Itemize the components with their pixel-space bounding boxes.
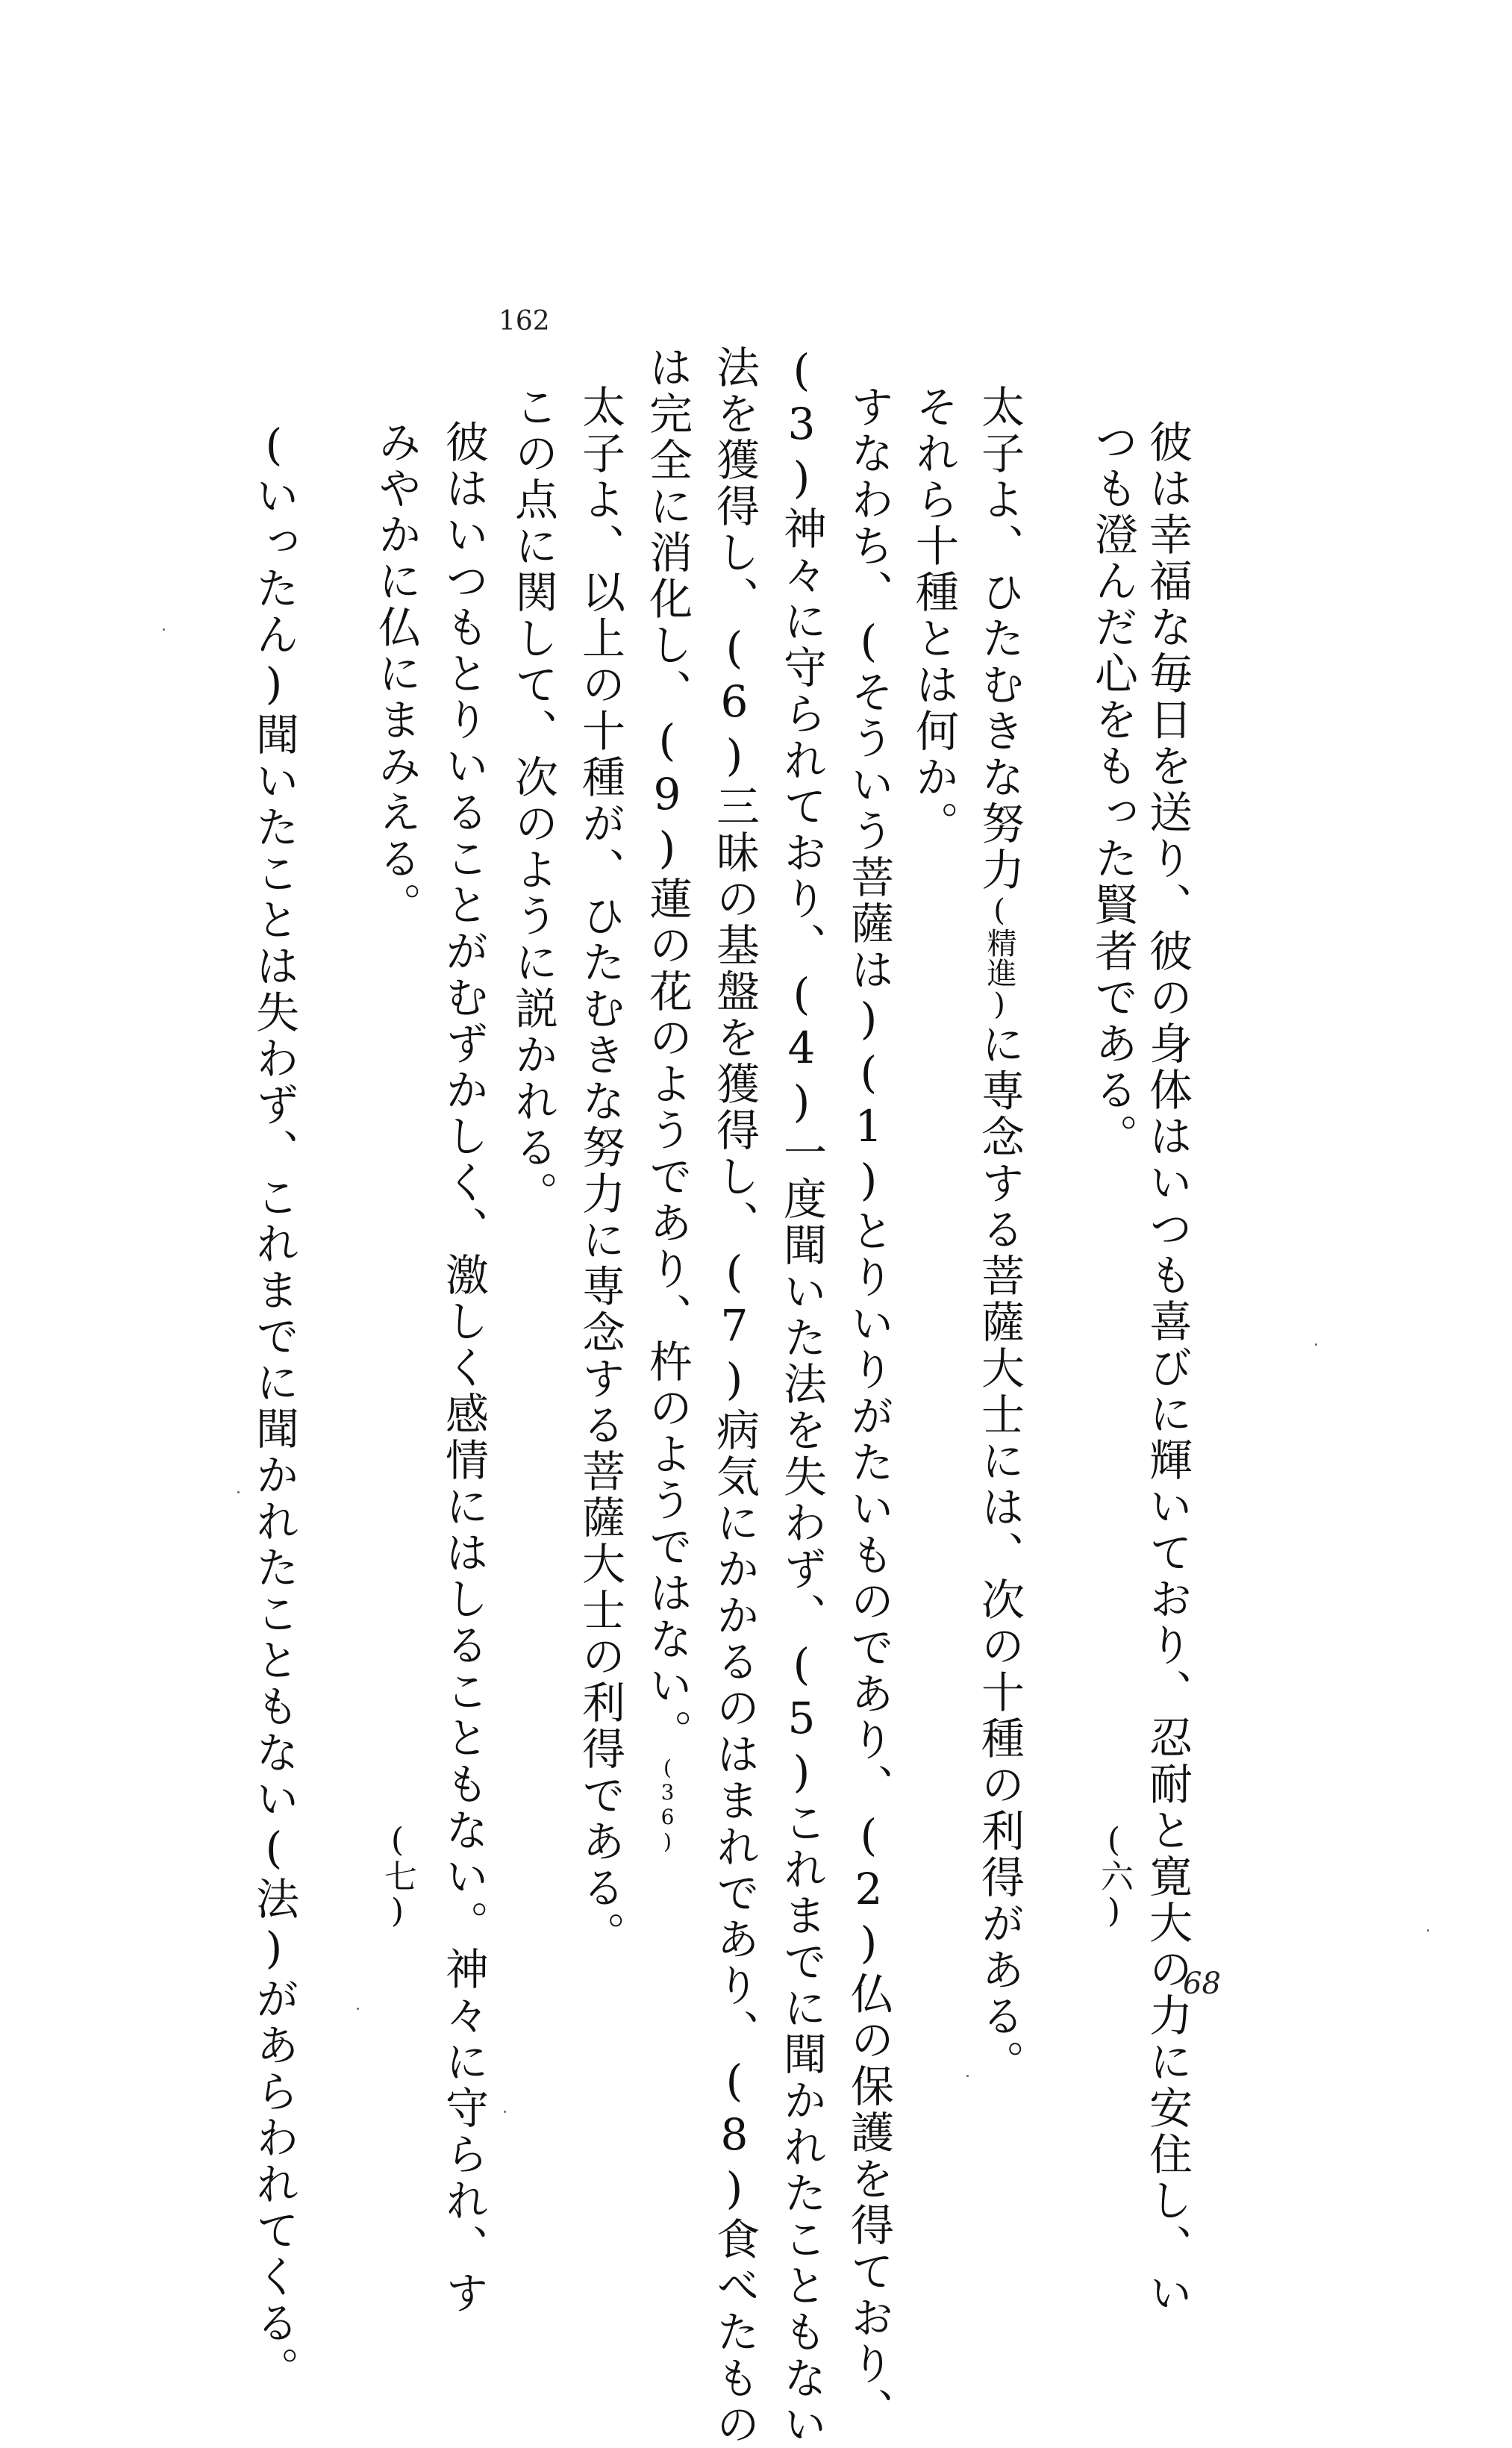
- prose-line-6: [642, 345, 693, 1854]
- side-page-number: 162: [499, 306, 550, 337]
- prose-line-3: すなわち、(そういう菩薩は)(1)とりいりがたいものであり、(2)仏の保護を得ており、: [843, 384, 894, 2434]
- prose-line-8: この点に関して、次のように説かれる。: [507, 384, 558, 1217]
- footnote-marker: (36): [655, 1755, 680, 1854]
- scan-speck: [966, 2075, 969, 2077]
- prose-line-2: それら十種とは何か。: [908, 384, 959, 847]
- verse-7-mark: (七): [378, 1821, 416, 1930]
- prose-p1-rest: に専念する菩薩大士には、次の十種の利得がある。: [974, 1022, 1025, 2086]
- scan-speck: [1427, 1929, 1429, 1932]
- verse-6-line-2: つも澄んだ心をもった賢者である。: [1087, 419, 1138, 1160]
- bottom-page-number: 68: [1183, 1967, 1221, 2001]
- scan-speck: [357, 2008, 359, 2010]
- prose-line-5: 法を獲得し、(6)三昧の基盤を獲得し、(7)病気にかかるのはまれであり、(8)食べたもの: [709, 345, 760, 2448]
- prose-line-1: [974, 384, 1025, 2086]
- prose-p1-note: (精進): [982, 893, 1016, 1022]
- verse-7-line-2: みやかに仏にまみえる。: [371, 419, 422, 928]
- scan-speck: [163, 628, 165, 631]
- verse-6-mark: (六): [1095, 1821, 1133, 1930]
- verse-7-line-1: 彼はいつもとりいることがむずかしく、激しく感情にはしることもない。神々に守られ、す: [438, 419, 489, 2317]
- prose-line-4: (3)神々に守られており、(4)一度聞いた法を失わず、(5)これまでに聞かれたこともない: [776, 345, 827, 2448]
- scan-speck: [237, 1491, 240, 1493]
- prose-line-6-text: は完全に消化し、(9)蓮の花のようであり、杵のようではない。: [642, 345, 693, 1755]
- closing-line: (いったん)聞いたことは失わず、これまでに聞かれたこともない(法)があらわれてくる。: [249, 419, 299, 2393]
- prose-p1-start: 太子よ、ひたむきな努力: [974, 384, 1025, 893]
- scan-speck: [504, 2111, 506, 2113]
- prose-line-7: 太子よ、以上の十種が、ひたむきな努力に専念する菩薩大士の利得である。: [575, 384, 625, 1958]
- verse-6-line-1: 彼は幸福な毎日を送り、彼の身体はいつも喜びに輝いており、忍耐と寛大の力に安住し、い: [1142, 419, 1193, 2317]
- scan-speck: [1315, 1343, 1317, 1346]
